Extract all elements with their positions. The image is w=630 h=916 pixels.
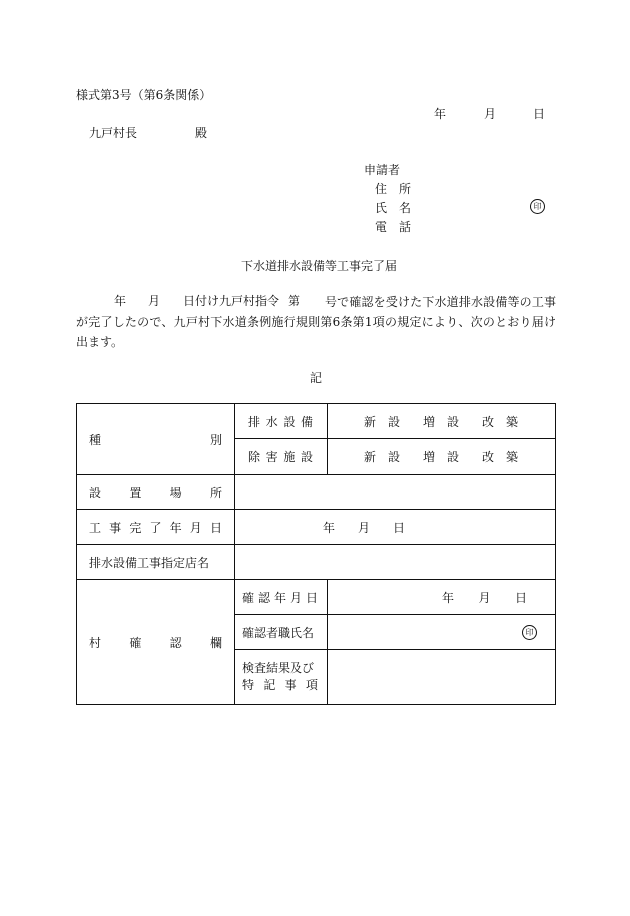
seal-icon: 印 [530,198,545,214]
body-day-text: 日付け九戸村指令 [183,294,280,308]
removal-label-cell: 除 害 施 設 [235,439,328,475]
confirmer-label-cell: 確認者職氏名 [235,615,328,650]
contractor-value-cell[interactable] [235,545,556,580]
form-table [76,403,556,705]
body-year: 年 [114,294,127,308]
date-year: 年 [434,107,447,121]
phone-label: 電 話 [375,220,412,234]
applicant-label: 申請者 [364,163,401,177]
village-label-cell: 村 確 認 欄 [77,580,235,705]
contractor-label-cell: 排水設備工事指定店名 [77,545,235,580]
completion-label-cell: 工 事 完 了 年 月 日 [77,510,235,545]
location-label-cell: 設 置 場 所 [77,475,235,510]
form-number: 様式第3号（第6条関係） [76,88,212,102]
confirm-date-value-cell[interactable]: 年 月 日 [328,580,556,615]
inspection-value-cell[interactable] [328,650,556,705]
addressee: 九戸村長 [89,126,138,140]
confirm-date-label-cell: 確 認 年 月 日 [235,580,328,615]
name-label: 氏 名 [375,201,412,215]
inspection-label-cell: 検査結果及び 特 記 事 項 [235,650,328,705]
seal-icon: 印 [522,625,537,640]
confirmer-value-cell[interactable] [328,615,556,650]
address-label: 住 所 [375,182,412,196]
type-label-cell: 種 別 [77,404,235,475]
drainage-label-cell: 排 水 設 備 [235,404,328,439]
body-paragraph: 号で確認を受けた下水道排水設備等の工事が完了したので、九戸村下水道条例施行規則第6条第1項の規定により、次のとおり届け出ます。 [76,295,556,349]
removal-options-cell[interactable]: 新 設 増 設 改 築 [328,439,556,475]
date-day: 日 [533,107,546,121]
document-title: 下水道排水設備等工事完了届 [241,259,398,273]
location-value-cell[interactable] [235,475,556,510]
body-month: 月 [148,294,161,308]
body-number-prefix: 第 [288,294,301,308]
completion-value-cell[interactable]: 年 月 日 [235,510,556,545]
date-month: 月 [484,107,497,121]
ki-label: 記 [310,371,323,385]
drainage-options-cell[interactable]: 新 設 増 設 改 築 [328,404,556,439]
addressee-honorific: 殿 [195,126,208,140]
